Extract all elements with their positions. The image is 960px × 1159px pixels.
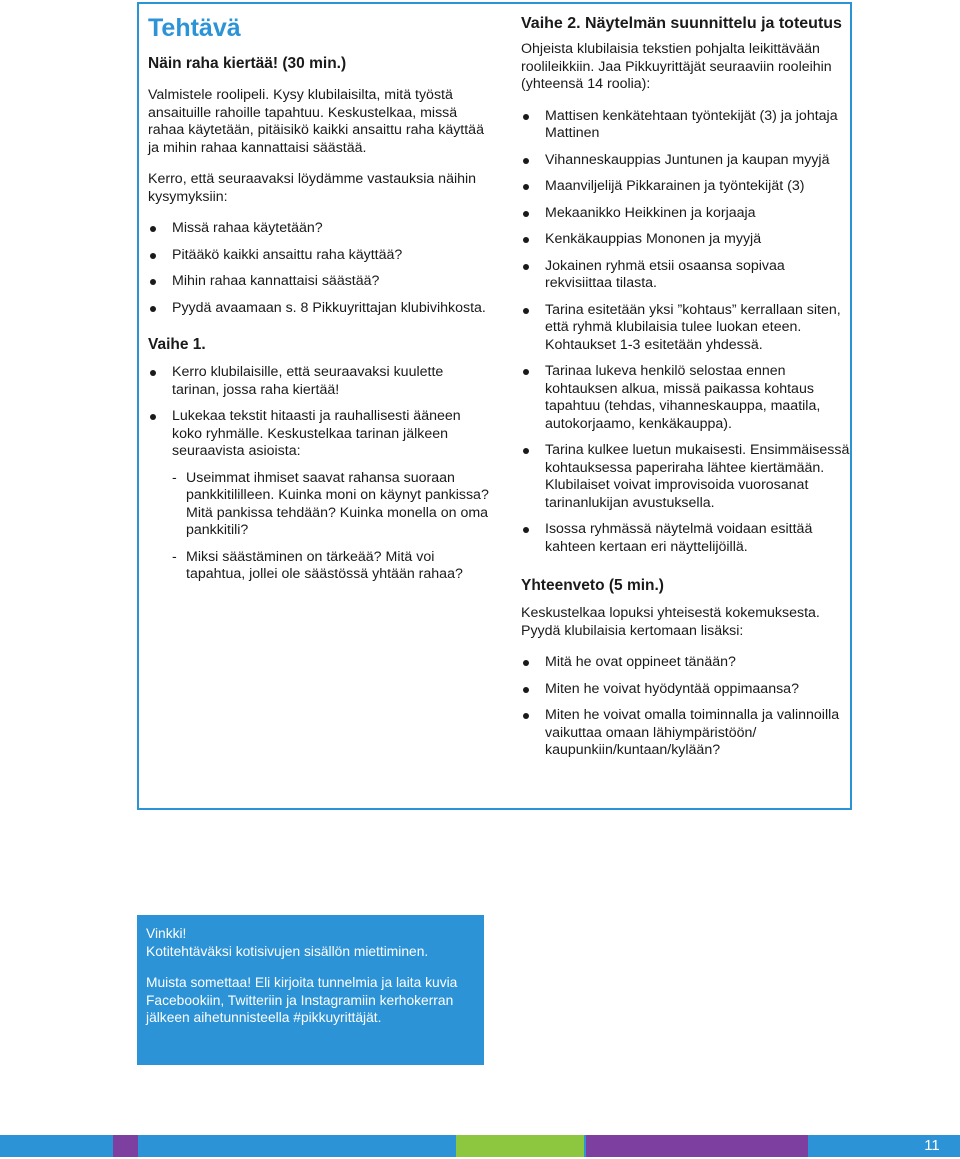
list-item: Lukekaa tekstit hitaasti ja rauhallisesti ääneen koko ryhmälle. Keskustelkaa tarinan jälkeen seuraavista asioista:	[148, 408, 493, 461]
tip-social-text: Muista somettaa! Eli kirjoita tunnelmia ja laita kuvia Facebookiin, Twitteriin ja Instagramiin kerhokerran jälkeen aihetunnisteella #pikkuyrittäjät.	[146, 975, 458, 1025]
summary-list	[521, 654, 851, 760]
phase1-sublist	[148, 470, 493, 584]
list-item: Kenkäkauppias Mononen ja myyjä	[521, 231, 851, 249]
list-item: Miten he voivat omalla toiminnalla ja valinnoilla vaikuttaa omaan lähiympäristöön/ kaupunkiin/kuntaan/kylään?	[521, 707, 851, 760]
list-item: Mekaanikko Heikkinen ja korjaaja	[521, 205, 851, 223]
list-item: Miten he voivat hyödyntää oppimaansa?	[521, 681, 851, 699]
questions-intro: Kerro, että seuraavaksi löydämme vastauksia näihin kysymyksiin:	[148, 171, 477, 205]
list-item: - Miksi säästäminen on tärkeää? Mitä voi tapahtua, jollei ole säästössä yhtään rahaa?	[148, 549, 493, 584]
tip-text: Kotitehtäväksi kotisivujen sisällön miettiminen.	[146, 943, 429, 959]
list-item: Tarina esitetään yksi ”kohtaus” kerrallaan siten, että ryhmä klubilaisia tulee luokan eteen. Kohtaukset 1-3 esitetään yhdessä.	[521, 302, 851, 355]
list-item: Tarinaa lukeva henkilö selostaa ennen kohtauksen alkua, missä paikassa kohtaus tapahtuu (tehdas, vihanneskauppa, maatila, autokorjaamo, kenkäkauppa).	[521, 363, 851, 433]
tip-paragraph	[146, 925, 474, 960]
questions-list	[148, 220, 493, 317]
summary-heading: Yhteenveto (5 min.)	[521, 577, 664, 594]
task-subtitle: Näin raha kiertää! (30 min.)	[148, 55, 347, 72]
list-item: Mihin rahaa kannattaisi säästää?	[148, 273, 493, 291]
list-item: Mattisen kenkätehtaan työntekijät (3) ja johtaja Mattinen	[521, 108, 851, 143]
page-title: Tehtävä	[148, 14, 241, 42]
list-item: Missä rahaa käytetään?	[148, 220, 493, 238]
phase1-list	[148, 364, 493, 461]
footer-segment	[808, 1135, 904, 1157]
phase2-intro: Ohjeista klubilaisia tekstien pohjalta leikittävään roolileikkiin. Jaa Pikkuyrittäjät seuraaviin rooleihin (yhteensä 14 roolia):	[521, 41, 832, 92]
phase1-heading: Vaihe 1.	[148, 336, 206, 353]
list-item: Isossa ryhmässä näytelmä voidaan esittää kahteen kertaan eri näyttelijöillä.	[521, 521, 851, 556]
list-item: Mitä he ovat oppineet tänään?	[521, 654, 851, 672]
list-item: Jokainen ryhmä etsii osaansa sopivaa rekvisiittaa tilasta.	[521, 258, 851, 293]
intro-paragraph: Valmistele roolipeli. Kysy klubilaisilta, mitä työstä ansaituille rahoille tapahtuu. Keskustelkaa, missä rahaa käytetään, pitäisikö kaikki ansaittu raha käyttää ja mihin rahaa kannattaisi säästää.	[148, 87, 484, 156]
tip-heading: Vinkki!	[146, 926, 187, 941]
footer-color-bar	[0, 1135, 960, 1157]
list-item: Vihanneskauppias Juntunen ja kaupan myyjä	[521, 152, 851, 170]
footer-segment	[456, 1135, 584, 1157]
right-column	[521, 14, 851, 772]
footer-segment	[0, 1135, 113, 1157]
phase2-heading: Vaihe 2. Näytelmän suunnittelu ja toteutus	[521, 15, 842, 32]
list-item: - Useimmat ihmiset saavat rahansa suoraan pankkitililleen. Kuinka moni on käynyt pankissa? Mitä pankissa tehdään? Kuinka monella on oma pankkitili?	[148, 470, 493, 540]
left-column	[148, 14, 493, 594]
list-item: Pitääkö kaikki ansaittu raha käyttää?	[148, 247, 493, 265]
list-item: Maanviljelijä Pikkarainen ja työntekijät (3)	[521, 178, 851, 196]
list-item: Tarina kulkee luetun mukaisesti. Ensimmäisessä kohtauksessa paperiraha lähtee kiertämään. Klubilaiset voivat improvisoida vuorosanat tarinanlukijan avustuksella.	[521, 442, 851, 512]
tip-box	[137, 915, 484, 1065]
summary-intro: Keskustelkaa lopuksi yhteisestä kokemuksesta. Pyydä klubilaisia kertomaan lisäksi:	[521, 605, 820, 639]
list-item: Pyydä avaamaan s. 8 Pikkuyrittajan klubivihkosta.	[148, 300, 493, 318]
roles-list	[521, 108, 851, 557]
footer-segment	[113, 1135, 138, 1157]
list-item: Kerro klubilaisille, että seuraavaksi kuulette tarinan, jossa raha kiertää!	[148, 364, 493, 399]
footer-segment	[138, 1135, 456, 1157]
footer-segment	[586, 1135, 808, 1157]
page-number: 11	[924, 1137, 940, 1154]
